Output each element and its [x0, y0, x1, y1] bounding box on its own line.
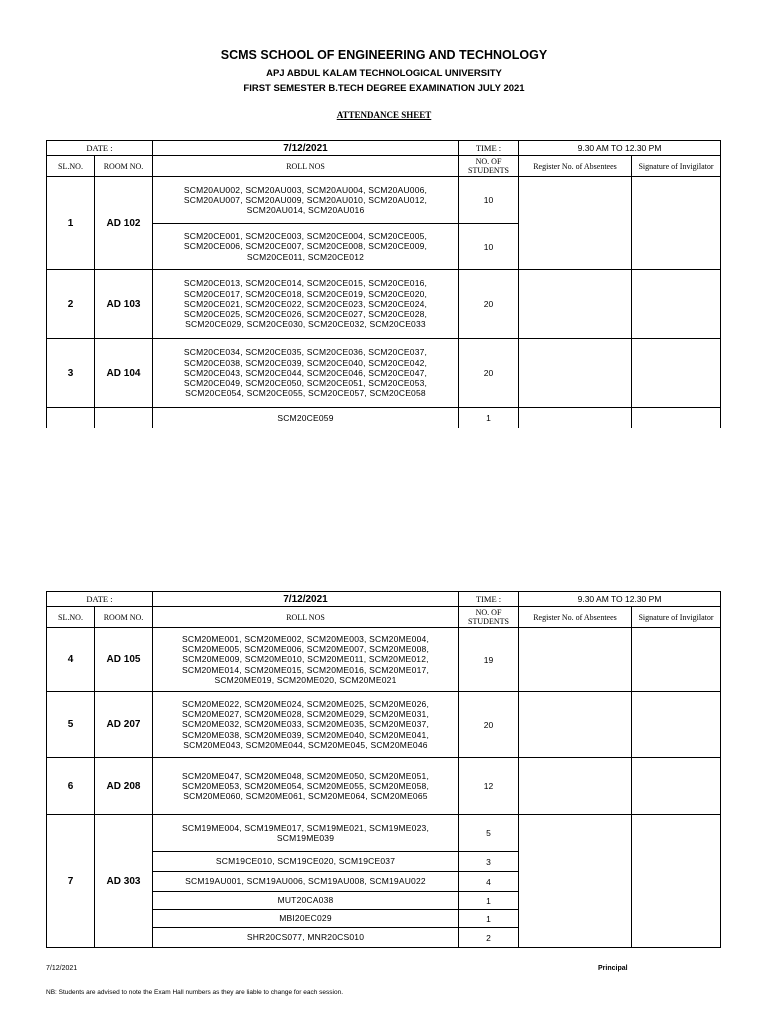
sl-no: 2 [47, 270, 95, 339]
roll-line: SCM20CE034, SCM20CE035, SCM20CE036, SCM20CE037, [183, 347, 428, 358]
roll-line: SCM20CE013, SCM20CE014, SCM20CE015, SCM20CE016, [183, 278, 428, 289]
roll-line: SCM20ME047, SCM20ME048, SCM20ME050, SCM20ME051, [181, 770, 430, 781]
roll-numbers [153, 270, 459, 339]
roll-numbers [153, 815, 459, 852]
roll-line: SCM20CE038, SCM20CE039, SCM20CE040, SCM20CE042, [183, 357, 428, 368]
absentees-cell [519, 177, 632, 270]
sl-no: 1 [47, 177, 95, 270]
col-absentees: Register No. of Absentees [519, 607, 632, 628]
exam-title: FIRST SEMESTER B.TECH DEGREE EXAMINATION JULY 2021 [243, 83, 525, 94]
attendance-table-2 [46, 591, 721, 948]
absentees-cell [519, 758, 632, 815]
university-name: APJ ABDUL KALAM TECHNOLOGICAL UNIVERSITY [266, 68, 502, 79]
student-count: 10 [459, 224, 519, 270]
roll-line: SCM20CE059 [277, 412, 334, 423]
roll-numbers [153, 692, 459, 758]
roll-numbers [153, 339, 459, 408]
time-value: 9.30 AM TO 12.30 PM [519, 592, 721, 607]
col-signature: Signature of Invigilator [632, 607, 721, 628]
roll-line: SCM19AU001, SCM19AU006, SCM19AU008, SCM19AU022 [185, 876, 426, 887]
signature-cell [632, 815, 721, 948]
room-row [47, 270, 721, 339]
room-row-continued [47, 408, 721, 429]
room-no-empty [95, 408, 153, 429]
date-value: 7/12/2021 [153, 592, 459, 607]
sl-no: 6 [47, 758, 95, 815]
signature-cell [632, 339, 721, 408]
student-count: 19 [459, 628, 519, 692]
roll-line: MBI20EC029 [279, 913, 332, 924]
sl-no-empty [47, 408, 95, 429]
roll-line: SCM20ME060, SCM20ME061, SCM20ME064, SCM20ME065 [183, 791, 428, 802]
room-no: AD 207 [95, 692, 153, 758]
sl-no: 4 [47, 628, 95, 692]
footer-note: NB: Students are advised to note the Exam Hall numbers as they are liable to change for each session. [46, 989, 344, 996]
absentees-cell [519, 628, 632, 692]
col-no-of-students-line2: STUDENTS [468, 166, 509, 175]
date-label: DATE : [47, 592, 153, 607]
roll-line: SCM20ME038, SCM20ME039, SCM20ME040, SCM20ME041, [181, 729, 430, 740]
roll-line: SCM20ME001, SCM20ME002, SCM20ME003, SCM20ME004, [181, 633, 430, 644]
student-count: 1 [459, 892, 519, 910]
roll-line: SCM20ME019, SCM20ME020, SCM20ME021 [214, 674, 397, 685]
roll-line: SCM20CE001, SCM20CE003, SCM20CE004, SCM20CE005, [183, 231, 428, 242]
roll-line: SCM19ME039 [276, 833, 335, 843]
col-no-of-students-line2: STUDENTS [468, 617, 509, 626]
room-row [47, 339, 721, 408]
student-count: 3 [459, 852, 519, 872]
roll-line: SCM20CE025, SCM20CE026, SCM20CE027, SCM20CE028, [183, 309, 428, 320]
roll-numbers [153, 910, 459, 928]
col-sl-no: SL.NO. [47, 156, 95, 177]
time-value: 9.30 AM TO 12.30 PM [519, 141, 721, 156]
col-room-no: ROOM NO. [95, 607, 153, 628]
time-label: TIME : [459, 141, 519, 156]
roll-line: SCM20AU007, SCM20AU009, SCM20AU010, SCM20AU012, [183, 194, 428, 205]
col-roll-nos: ROLL NOS [153, 607, 459, 628]
room-no: AD 105 [95, 628, 153, 692]
student-count: 5 [459, 815, 519, 852]
sheet-title: ATTENDANCE SHEET [336, 110, 432, 120]
student-count: 1 [459, 910, 519, 928]
col-absentees: Register No. of Absentees [519, 156, 632, 177]
roll-line: SCM20ME022, SCM20ME024, SCM20ME025, SCM20ME026, [181, 698, 430, 709]
signature-cell [632, 408, 721, 429]
roll-line: SCM20ME009, SCM20ME010, SCM20ME011, SCM20ME012, [182, 654, 429, 665]
col-no-of-students-line1: NO. OF [475, 157, 502, 166]
col-no-of-students [459, 607, 519, 628]
room-row [47, 815, 721, 852]
roll-line: SCM20ME043, SCM20ME044, SCM20ME045, SCM20ME046 [183, 739, 428, 750]
room-no: AD 104 [95, 339, 153, 408]
student-count: 20 [459, 692, 519, 758]
room-row [47, 177, 721, 224]
roll-line: SCM20CE006, SCM20CE007, SCM20CE008, SCM20CE009, [183, 241, 428, 252]
student-count: 1 [459, 408, 519, 429]
student-count: 4 [459, 872, 519, 892]
col-no-of-students [459, 156, 519, 177]
date-value: 7/12/2021 [153, 141, 459, 156]
col-roll-nos: ROLL NOS [153, 156, 459, 177]
footer-date: 7/12/2021 [46, 965, 78, 972]
roll-numbers [153, 892, 459, 910]
room-no: AD 103 [95, 270, 153, 339]
roll-line: SCM20CE049, SCM20CE050, SCM20CE051, SCM20CE053, [183, 378, 428, 389]
roll-numbers [153, 628, 459, 692]
roll-line: SCM20CE017, SCM20CE018, SCM20CE019, SCM20CE020, [183, 288, 428, 299]
roll-line: SCM20AU014, SCM20AU016 [246, 205, 365, 216]
roll-line: SCM20ME027, SCM20ME028, SCM20ME029, SCM20ME031, [181, 709, 430, 720]
roll-line: SCM20CE021, SCM20CE022, SCM20CE023, SCM20CE024, [183, 298, 428, 309]
student-count: 20 [459, 339, 519, 408]
roll-line: SHR20CS077, MNR20CS010 [246, 932, 365, 943]
signature-cell [632, 628, 721, 692]
roll-line: SCM20ME053, SCM20ME054, SCM20ME055, SCM20ME058, [181, 780, 430, 791]
signature-cell [632, 758, 721, 815]
absentees-cell [519, 692, 632, 758]
roll-line: SCM20ME014, SCM20ME015, SCM20ME016, SCM20ME017, [181, 664, 430, 675]
roll-line: SCM20CE011, SCM20CE012 [246, 251, 365, 262]
roll-numbers [153, 408, 459, 429]
roll-line: SCM19ME004, SCM19ME017, SCM19ME021, SCM19ME023, [181, 822, 430, 833]
roll-line: SCM20CE029, SCM20CE030, SCM20CE032, SCM20CE033 [185, 319, 426, 330]
room-no: AD 303 [95, 815, 153, 948]
roll-line: SCM19CE010, SCM19CE020, SCM19CE037 [215, 856, 396, 867]
roll-line: MUT20CA038 [277, 895, 334, 906]
room-no: AD 208 [95, 758, 153, 815]
student-count: 2 [459, 928, 519, 948]
date-label: DATE : [47, 141, 153, 156]
roll-numbers [153, 224, 459, 270]
signature-cell [632, 270, 721, 339]
col-room-no: ROOM NO. [95, 156, 153, 177]
room-row [47, 758, 721, 815]
roll-line: SCM20ME032, SCM20ME033, SCM20ME035, SCM20ME037, [181, 719, 430, 730]
student-count: 10 [459, 177, 519, 224]
footer-principal: Principal [598, 965, 628, 972]
roll-line: SCM20CE054, SCM20CE055, SCM20CE057, SCM20CE058 [185, 388, 426, 399]
room-no: AD 102 [95, 177, 153, 270]
col-no-of-students-line1: NO. OF [475, 608, 502, 617]
col-sl-no: SL.NO. [47, 607, 95, 628]
room-row [47, 692, 721, 758]
roll-line: SCM20CE043, SCM20CE044, SCM20CE046, SCM20CE047, [183, 367, 428, 378]
school-name: SCMS SCHOOL OF ENGINEERING AND TECHNOLOGY [220, 48, 548, 62]
roll-numbers [153, 928, 459, 948]
signature-cell [632, 177, 721, 270]
signature-cell [632, 692, 721, 758]
attendance-table-1 [46, 140, 721, 428]
sl-no: 7 [47, 815, 95, 948]
absentees-cell [519, 408, 632, 429]
roll-numbers [153, 852, 459, 872]
roll-numbers [153, 758, 459, 815]
roll-numbers [153, 872, 459, 892]
roll-numbers [153, 177, 459, 224]
absentees-cell [519, 270, 632, 339]
room-row [47, 628, 721, 692]
col-signature: Signature of Invigilator [632, 156, 721, 177]
roll-line: SCM20ME005, SCM20ME006, SCM20ME007, SCM20ME008, [181, 644, 430, 655]
roll-line: SCM20AU002, SCM20AU003, SCM20AU004, SCM20AU006, [183, 184, 428, 195]
time-label: TIME : [459, 592, 519, 607]
sl-no: 5 [47, 692, 95, 758]
student-count: 12 [459, 758, 519, 815]
sl-no: 3 [47, 339, 95, 408]
absentees-cell [519, 339, 632, 408]
student-count: 20 [459, 270, 519, 339]
absentees-cell [519, 815, 632, 948]
